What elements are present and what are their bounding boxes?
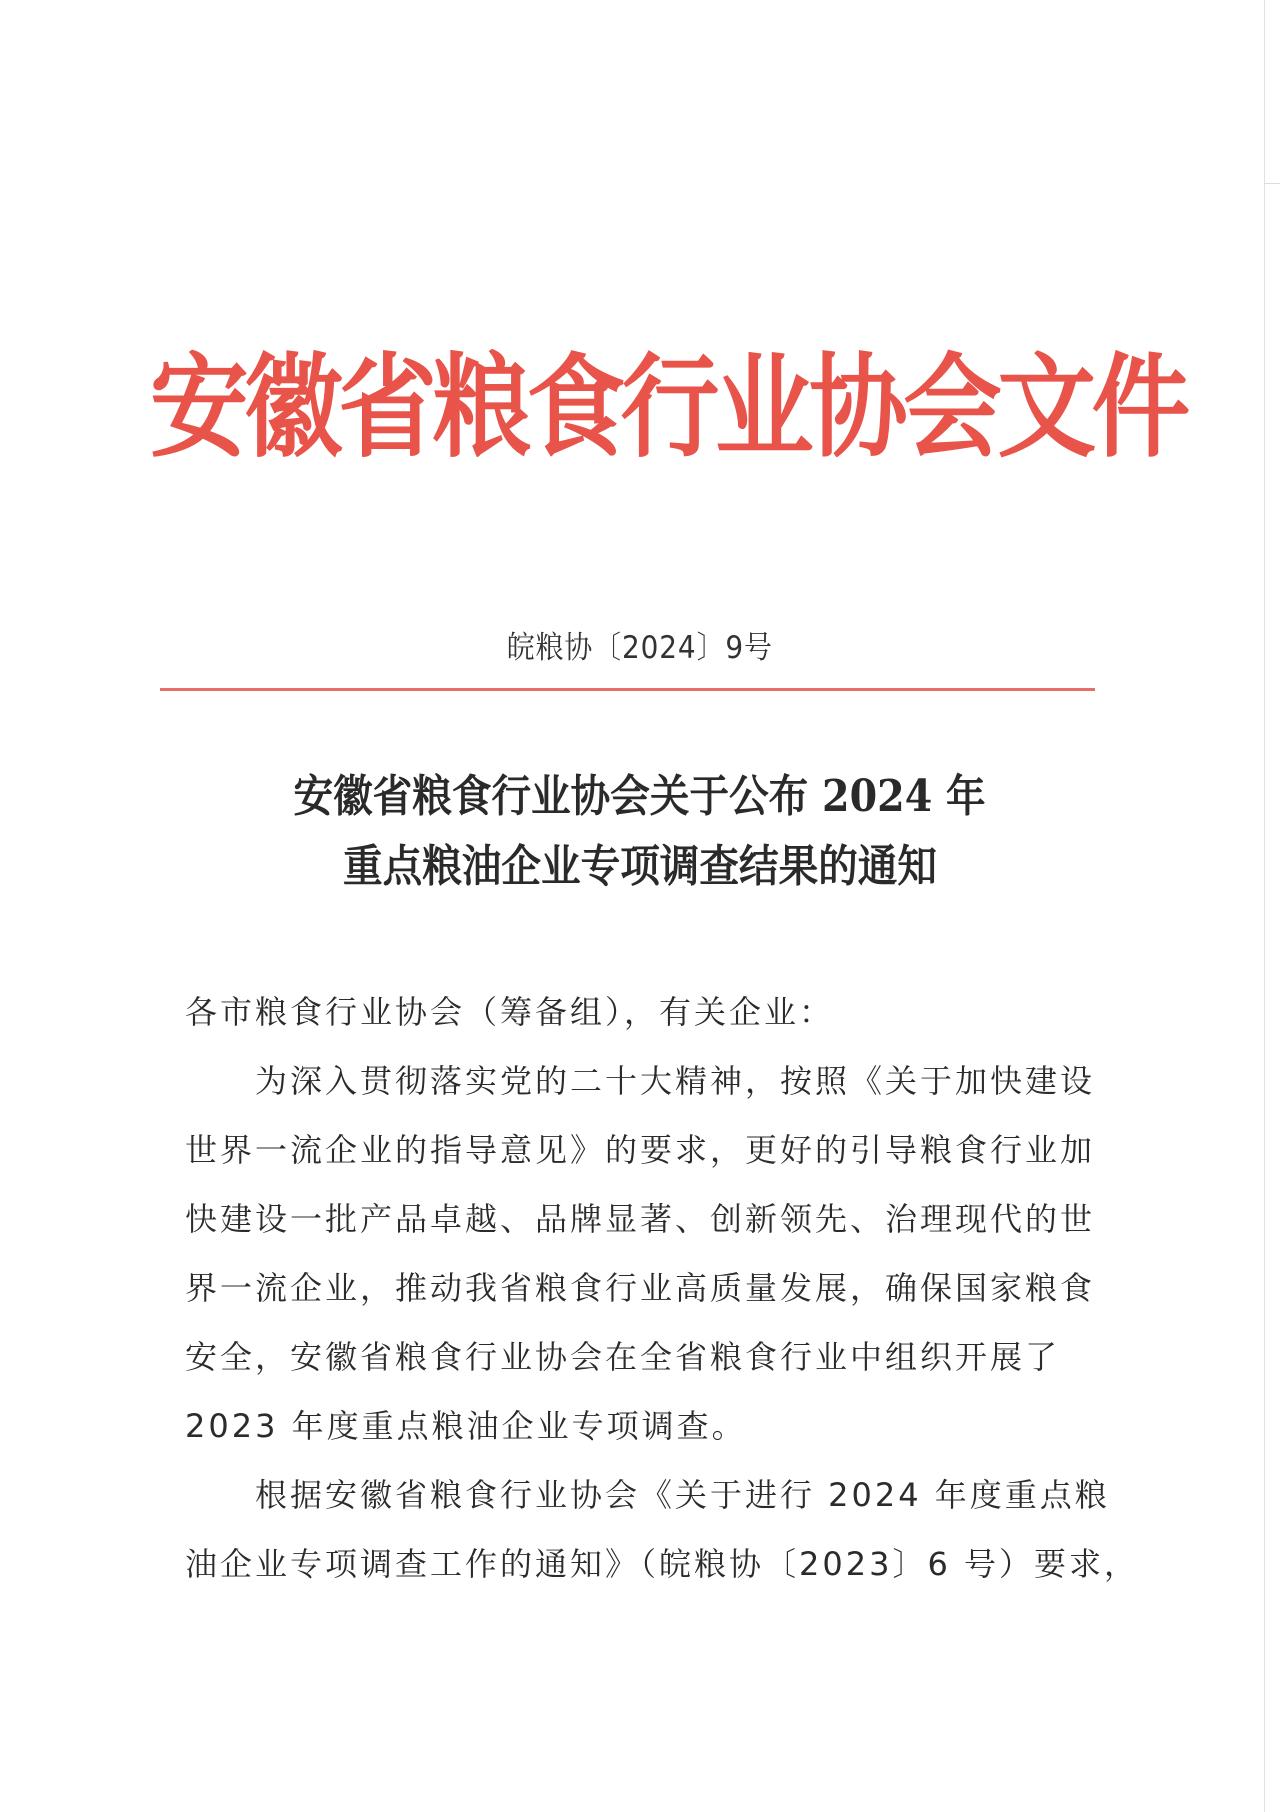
- body-line: 世界一流企业的指导意见》的要求，更好的引导粮食行业加: [185, 1131, 1096, 1169]
- document-number-text: 皖粮协〔2024〕9号: [506, 630, 774, 666]
- notice-title-line-1: [0, 760, 1280, 824]
- body-line: 油企业专项调查工作的通知》（皖粮协〔2023〕6 号）要求，: [185, 1545, 1139, 1583]
- body-line: 快建设一批产品卓越、品牌显著、创新领先、治理现代的世: [185, 1200, 1096, 1238]
- document-number: [0, 622, 1280, 667]
- notice-body: [185, 978, 1139, 1599]
- body-line: 界一流企业，推动我省粮食行业高质量发展，确保国家粮食: [185, 1269, 1096, 1307]
- body-line: 为深入贯彻落实党的二十大精神，按照《关于加快建设: [255, 1062, 1096, 1100]
- salutation: 各市粮食行业协会（筹备组），有关企业：: [185, 993, 835, 1031]
- notice-title-line-2: [0, 830, 1280, 894]
- red-separator-rule: [160, 688, 1095, 691]
- notice-title-text-2: 重点粮油企业专项调查结果的通知: [343, 841, 937, 892]
- body-line: 2023 年度重点粮油企业专项调查。: [185, 1407, 747, 1445]
- body-line: 安全，安徽省粮食行业协会在全省粮食行业中组织开展了: [185, 1338, 1061, 1376]
- page-edge-tick: [1264, 183, 1280, 184]
- page-edge-line: [1264, 0, 1265, 1812]
- notice-title-text-1: 安徽省粮食行业协会关于公布 2024 年: [293, 771, 987, 822]
- body-line: 根据安徽省粮食行业协会《关于进行 2024 年度重点粮: [255, 1476, 1110, 1514]
- document-header: 安徽省粮食行业协会文件: [150, 342, 1186, 473]
